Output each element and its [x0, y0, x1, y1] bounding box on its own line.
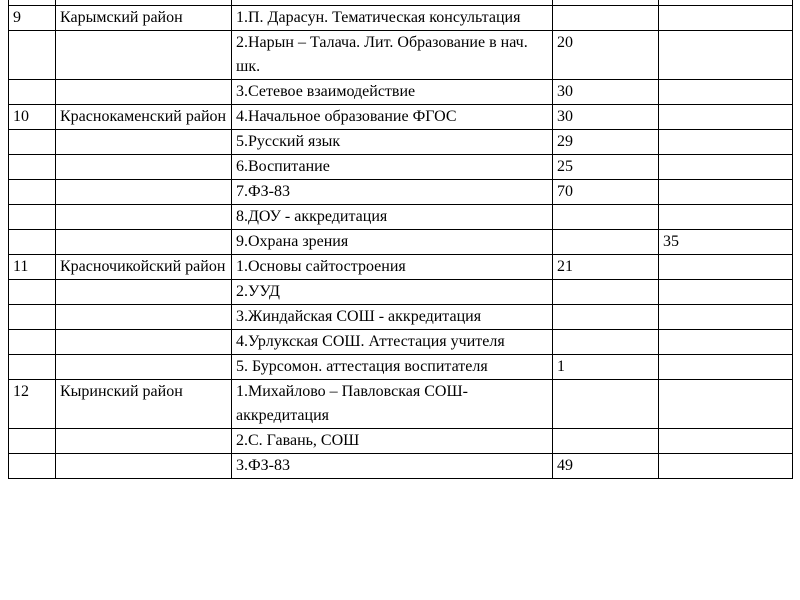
value-cell: 21 — [553, 255, 659, 280]
topic-text: 7.ФЗ-83 — [232, 180, 553, 205]
district-name — [56, 205, 232, 230]
topic-text: 1.Михайлово – Павловская СОШ-аккредитация — [232, 380, 553, 429]
row-number — [9, 31, 56, 80]
district-name: Красночикойский район — [56, 255, 232, 280]
district-name — [56, 429, 232, 454]
extra-value-cell — [659, 6, 793, 31]
value-cell — [553, 305, 659, 330]
district-name — [56, 31, 232, 80]
value-cell: 30 — [553, 105, 659, 130]
district-name: Карымский район — [56, 6, 232, 31]
row-number — [9, 305, 56, 330]
value-cell — [553, 429, 659, 454]
topic-text: 3.ФЗ-83 — [232, 454, 553, 479]
row-number — [9, 180, 56, 205]
topic-text: 3.Сетевое взаимодействие — [232, 80, 553, 105]
extra-value-cell — [659, 205, 793, 230]
district-name — [56, 305, 232, 330]
table-row — [9, 230, 793, 255]
row-number — [9, 130, 56, 155]
value-cell — [553, 230, 659, 255]
table-row — [9, 330, 793, 355]
table-row — [9, 80, 793, 105]
extra-value-cell — [659, 454, 793, 479]
extra-value-cell — [659, 355, 793, 380]
table-row — [9, 255, 793, 280]
value-cell: 49 — [553, 454, 659, 479]
value-cell: 1 — [553, 355, 659, 380]
row-number: 11 — [9, 255, 56, 280]
table-row — [9, 205, 793, 230]
topic-text: 2.С. Гавань, СОШ — [232, 429, 553, 454]
row-number — [9, 330, 56, 355]
topic-text: 4.Урлукская СОШ. Аттестация учителя — [232, 330, 553, 355]
district-name — [56, 355, 232, 380]
table-row — [9, 180, 793, 205]
table-row — [9, 130, 793, 155]
district-name — [56, 130, 232, 155]
extra-value-cell — [659, 380, 793, 429]
topic-text: 5.Русский язык — [232, 130, 553, 155]
row-number — [9, 280, 56, 305]
value-cell: 25 — [553, 155, 659, 180]
extra-value-cell — [659, 429, 793, 454]
district-name — [56, 230, 232, 255]
row-number — [9, 80, 56, 105]
table-row — [9, 355, 793, 380]
district-name — [56, 280, 232, 305]
extra-value-cell — [659, 155, 793, 180]
value-cell: 29 — [553, 130, 659, 155]
district-name — [56, 330, 232, 355]
row-number — [9, 454, 56, 479]
extra-value-cell — [659, 80, 793, 105]
table-row — [9, 31, 793, 80]
table-row — [9, 454, 793, 479]
row-number: 9 — [9, 6, 56, 31]
extra-value-cell — [659, 130, 793, 155]
topic-text: 8.ДОУ - аккредитация — [232, 205, 553, 230]
topic-text: 1.Основы сайтостроения — [232, 255, 553, 280]
value-cell — [553, 205, 659, 230]
value-cell: 20 — [553, 31, 659, 80]
extra-value-cell — [659, 330, 793, 355]
row-number — [9, 155, 56, 180]
table-row — [9, 305, 793, 330]
row-number — [9, 230, 56, 255]
extra-value-cell — [659, 180, 793, 205]
extra-value-cell — [659, 280, 793, 305]
topic-text: 9.Охрана зрения — [232, 230, 553, 255]
row-number — [9, 355, 56, 380]
value-cell — [553, 380, 659, 429]
table-row — [9, 155, 793, 180]
extra-value-cell — [659, 31, 793, 80]
value-cell — [553, 280, 659, 305]
table-row — [9, 280, 793, 305]
value-cell — [553, 330, 659, 355]
topic-text: 2.Нарын – Талача. Лит. Образование в нач. шк. — [232, 31, 553, 80]
topic-text: 1.П. Дарасун. Тематическая консультация — [232, 6, 553, 31]
table-row — [9, 380, 793, 429]
row-number: 12 — [9, 380, 56, 429]
row-number — [9, 429, 56, 454]
district-name — [56, 80, 232, 105]
table-body — [9, 0, 793, 479]
value-cell: 70 — [553, 180, 659, 205]
table-row — [9, 6, 793, 31]
topic-text: 6.Воспитание — [232, 155, 553, 180]
topic-text: 2.УУД — [232, 280, 553, 305]
district-name — [56, 155, 232, 180]
district-table — [8, 0, 793, 479]
value-cell — [553, 6, 659, 31]
table-row — [9, 105, 793, 130]
topic-text: 3.Жиндайская СОШ - аккредитация — [232, 305, 553, 330]
value-cell: 30 — [553, 80, 659, 105]
district-name: Кыринский район — [56, 380, 232, 429]
extra-value-cell — [659, 255, 793, 280]
district-name: Краснокаменский район — [56, 105, 232, 130]
row-number — [9, 205, 56, 230]
topic-text: 4.Начальное образование ФГОС — [232, 105, 553, 130]
extra-value-cell: 35 — [659, 230, 793, 255]
extra-value-cell — [659, 105, 793, 130]
row-number: 10 — [9, 105, 56, 130]
district-name — [56, 454, 232, 479]
extra-value-cell — [659, 305, 793, 330]
table-row — [9, 429, 793, 454]
district-name — [56, 180, 232, 205]
topic-text: 5. Бурсомон. аттестация воспитателя — [232, 355, 553, 380]
